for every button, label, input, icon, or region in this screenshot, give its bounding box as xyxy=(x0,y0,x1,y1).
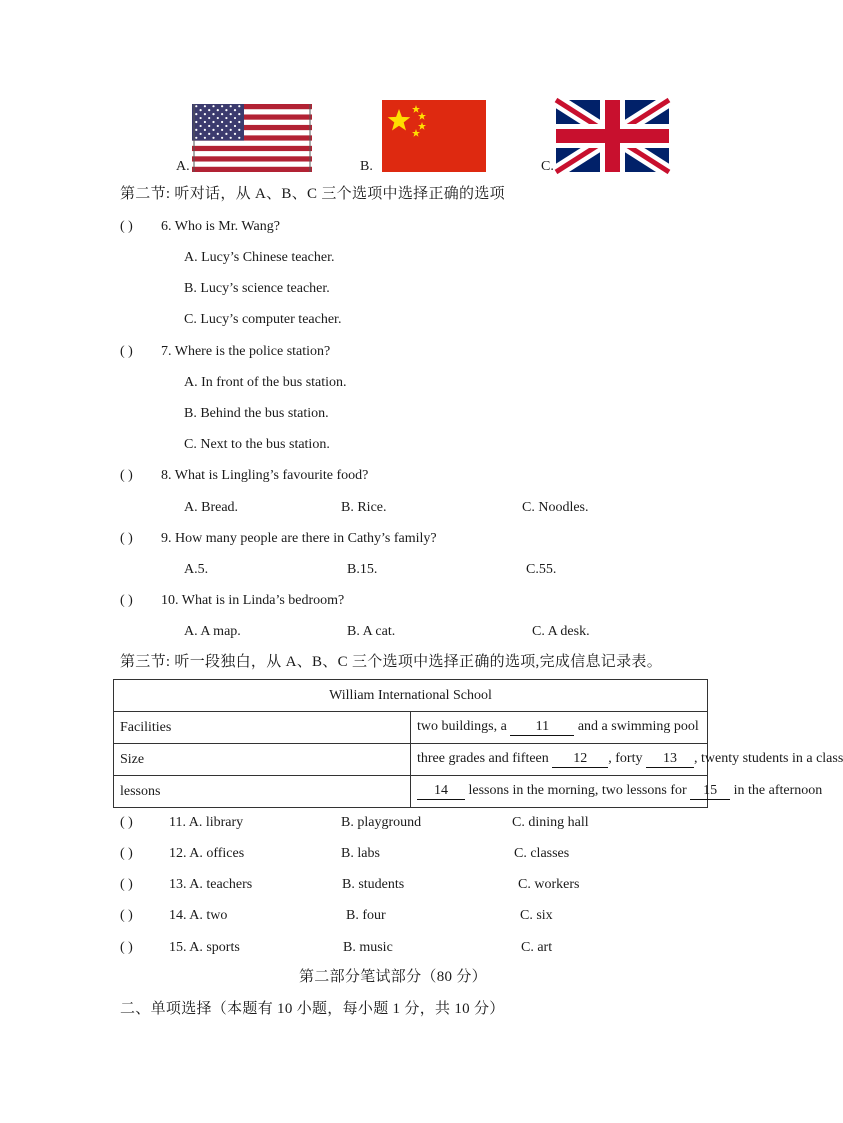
q10-option-a: A. A map. xyxy=(184,624,241,639)
usa-flag-star xyxy=(238,137,240,139)
usa-flag-star xyxy=(238,129,240,131)
row-content-facilities xyxy=(411,712,708,744)
q6-option-b: B. Lucy’s science teacher. xyxy=(184,281,330,296)
table-header-row xyxy=(114,680,708,712)
usa-flag-star xyxy=(225,109,227,111)
info-record-table xyxy=(113,679,843,808)
usa-flag-star xyxy=(212,105,214,107)
q7-option-a: A. In front of the bus station. xyxy=(184,375,347,390)
usa-flag-star xyxy=(204,105,206,107)
q15-option-b: B. music xyxy=(343,940,393,955)
q9-option-c: C.55. xyxy=(526,562,557,577)
blank-11[interactable]: 11 xyxy=(510,719,574,736)
usa-flag-star xyxy=(225,117,227,119)
q8-option-b: B. Rice. xyxy=(341,500,387,515)
q14-option-c: C. six xyxy=(520,908,553,923)
q11-option-c: C. dining hall xyxy=(512,815,589,830)
usa-flag-star xyxy=(234,125,236,127)
usa-flag-star xyxy=(204,113,206,115)
usa-flag-star xyxy=(212,113,214,115)
q13-option-a: 13. A. teachers xyxy=(169,877,253,892)
part2-title: 第二部分笔试部分（80 分） xyxy=(299,969,487,985)
q7-question: 7. Where is the police station? xyxy=(161,344,331,359)
usa-flag-star xyxy=(212,137,214,139)
q15-option-c: C. art xyxy=(521,940,553,955)
q10-question: 10. What is in Linda’s bedroom? xyxy=(161,593,345,608)
usa-flag-star xyxy=(234,133,236,135)
q14-option-b: B. four xyxy=(346,908,386,923)
cell-text: , forty xyxy=(608,751,646,766)
flag-c-label: C. xyxy=(541,159,554,174)
q6-option-a: A. Lucy’s Chinese teacher. xyxy=(184,250,335,265)
usa-flag-star xyxy=(225,125,227,127)
usa-flag-stripe xyxy=(192,156,312,161)
q7-answer-paren[interactable]: ( ) xyxy=(120,344,133,359)
q9-answer-paren[interactable]: ( ) xyxy=(120,531,133,546)
q14-option-a: 14. A. two xyxy=(169,908,228,923)
usa-flag-star xyxy=(195,137,197,139)
usa-flag-star xyxy=(208,109,210,111)
cell-text: three grades and fifteen xyxy=(417,751,553,766)
q13-option-c: C. workers xyxy=(518,877,580,892)
blank-15[interactable]: 15 xyxy=(690,783,730,800)
usa-flag-star xyxy=(195,129,197,131)
cell-text: , twenty students in a class xyxy=(693,751,843,766)
q6-question: 6. Who is Mr. Wang? xyxy=(161,219,280,234)
usa-flag-star xyxy=(221,113,223,115)
q10-option-c: C. A desk. xyxy=(532,624,590,639)
q8-question: 8. What is Lingling’s favourite food? xyxy=(161,468,369,483)
q8-answer-paren[interactable]: ( ) xyxy=(120,468,133,483)
usa-flag-star xyxy=(200,109,202,111)
q13-option-b: B. students xyxy=(342,877,405,892)
usa-flag-star xyxy=(212,121,214,123)
single-choice-section-title: 二、单项选择（本题有 10 小题，每小题 1 分，共 10 分） xyxy=(120,1001,505,1017)
blank-12[interactable]: 12 xyxy=(552,751,608,768)
table-row xyxy=(114,776,708,808)
china-flag-icon xyxy=(382,100,486,172)
row-content-lessons xyxy=(411,776,823,808)
usa-flag-star xyxy=(225,133,227,135)
q15-option-a: 15. A. sports xyxy=(169,940,240,955)
usa-flag-star xyxy=(234,117,236,119)
usa-flag-star xyxy=(204,129,206,131)
table-heading: William International School xyxy=(114,680,708,712)
row-content-size xyxy=(411,744,843,776)
q12-option-c: C. classes xyxy=(514,846,570,861)
q15-answer-paren[interactable]: ( ) xyxy=(120,940,133,955)
q11-option-b: B. playground xyxy=(341,815,422,830)
q12-answer-paren[interactable]: ( ) xyxy=(120,846,133,861)
blank-14[interactable]: 14 xyxy=(417,783,465,800)
flag-a-label: A. xyxy=(176,159,190,174)
q10-answer-paren[interactable]: ( ) xyxy=(120,593,133,608)
q7-option-c: C. Next to the bus station. xyxy=(184,437,330,452)
cell-text: lessons in the morning, two lessons for xyxy=(465,783,691,798)
q9-option-b: B.15. xyxy=(347,562,378,577)
usa-flag-star xyxy=(230,137,232,139)
q9-question: 9. How many people are there in Cathy’s family? xyxy=(161,531,437,546)
table-row xyxy=(114,712,708,744)
usa-flag-star xyxy=(217,133,219,135)
usa-flag-star xyxy=(204,137,206,139)
usa-flag-star xyxy=(208,117,210,119)
usa-flag-stripe xyxy=(192,167,312,172)
cell-text: in the afternoon xyxy=(730,783,823,798)
q8-option-a: A. Bread. xyxy=(184,500,239,515)
usa-flag-star xyxy=(217,117,219,119)
usa-flag-star xyxy=(234,109,236,111)
usa-flag-star xyxy=(238,113,240,115)
q7-option-b: B. Behind the bus station. xyxy=(184,406,329,421)
cell-text: two buildings, a xyxy=(417,719,511,734)
usa-flag-star xyxy=(230,113,232,115)
usa-flag-star xyxy=(230,129,232,131)
usa-flag-star xyxy=(204,121,206,123)
usa-flag-star xyxy=(217,109,219,111)
table-row xyxy=(114,744,708,776)
blank-13[interactable]: 13 xyxy=(646,751,694,768)
q6-answer-paren[interactable]: ( ) xyxy=(120,219,133,234)
usa-flag-icon xyxy=(192,104,312,172)
section3-title: 第三节: 听一段独白，从 A、B、C 三个选项中选择正确的选项,完成信息记录表。 xyxy=(120,654,663,670)
cell-text: and a swimming pool xyxy=(574,719,699,734)
usa-flag-star xyxy=(230,121,232,123)
flag-b-label: B. xyxy=(360,159,373,174)
row-label-size: Size xyxy=(114,744,411,776)
usa-flag-star xyxy=(238,105,240,107)
row-label-lessons: lessons xyxy=(114,776,411,808)
section2-title: 第二节: 听对话，从 A、B、C 三个选项中选择正确的选项 xyxy=(120,186,505,202)
usa-flag-stripe xyxy=(192,146,312,151)
usa-flag-star xyxy=(221,105,223,107)
usa-flag-star xyxy=(200,133,202,135)
usa-flag-star xyxy=(221,137,223,139)
q11-option-a: 11. A. library xyxy=(169,815,244,830)
usa-flag-star xyxy=(217,125,219,127)
usa-flag-star xyxy=(238,121,240,123)
q6-option-c: C. Lucy’s computer teacher. xyxy=(184,312,342,327)
usa-flag-star xyxy=(208,133,210,135)
usa-flag-star xyxy=(208,125,210,127)
q12-option-a: 12. A. offices xyxy=(169,846,245,861)
usa-flag-star xyxy=(195,105,197,107)
usa-flag-star xyxy=(221,129,223,131)
usa-flag-star xyxy=(212,129,214,131)
usa-flag-star xyxy=(200,125,202,127)
usa-flag-star xyxy=(230,105,232,107)
q11-answer-paren[interactable]: ( ) xyxy=(120,815,133,830)
usa-flag-star xyxy=(195,121,197,123)
usa-flag-star xyxy=(195,113,197,115)
q13-answer-paren[interactable]: ( ) xyxy=(120,877,133,892)
uk-flag-icon xyxy=(556,100,669,172)
usa-flag-star xyxy=(200,117,202,119)
q9-option-a: A.5. xyxy=(184,562,209,577)
usa-flag-star xyxy=(221,121,223,123)
row-label-facilities: Facilities xyxy=(114,712,411,744)
q14-answer-paren[interactable]: ( ) xyxy=(120,908,133,923)
q8-option-c: C. Noodles. xyxy=(522,500,589,515)
q12-option-b: B. labs xyxy=(341,846,380,861)
q10-option-b: B. A cat. xyxy=(347,624,396,639)
